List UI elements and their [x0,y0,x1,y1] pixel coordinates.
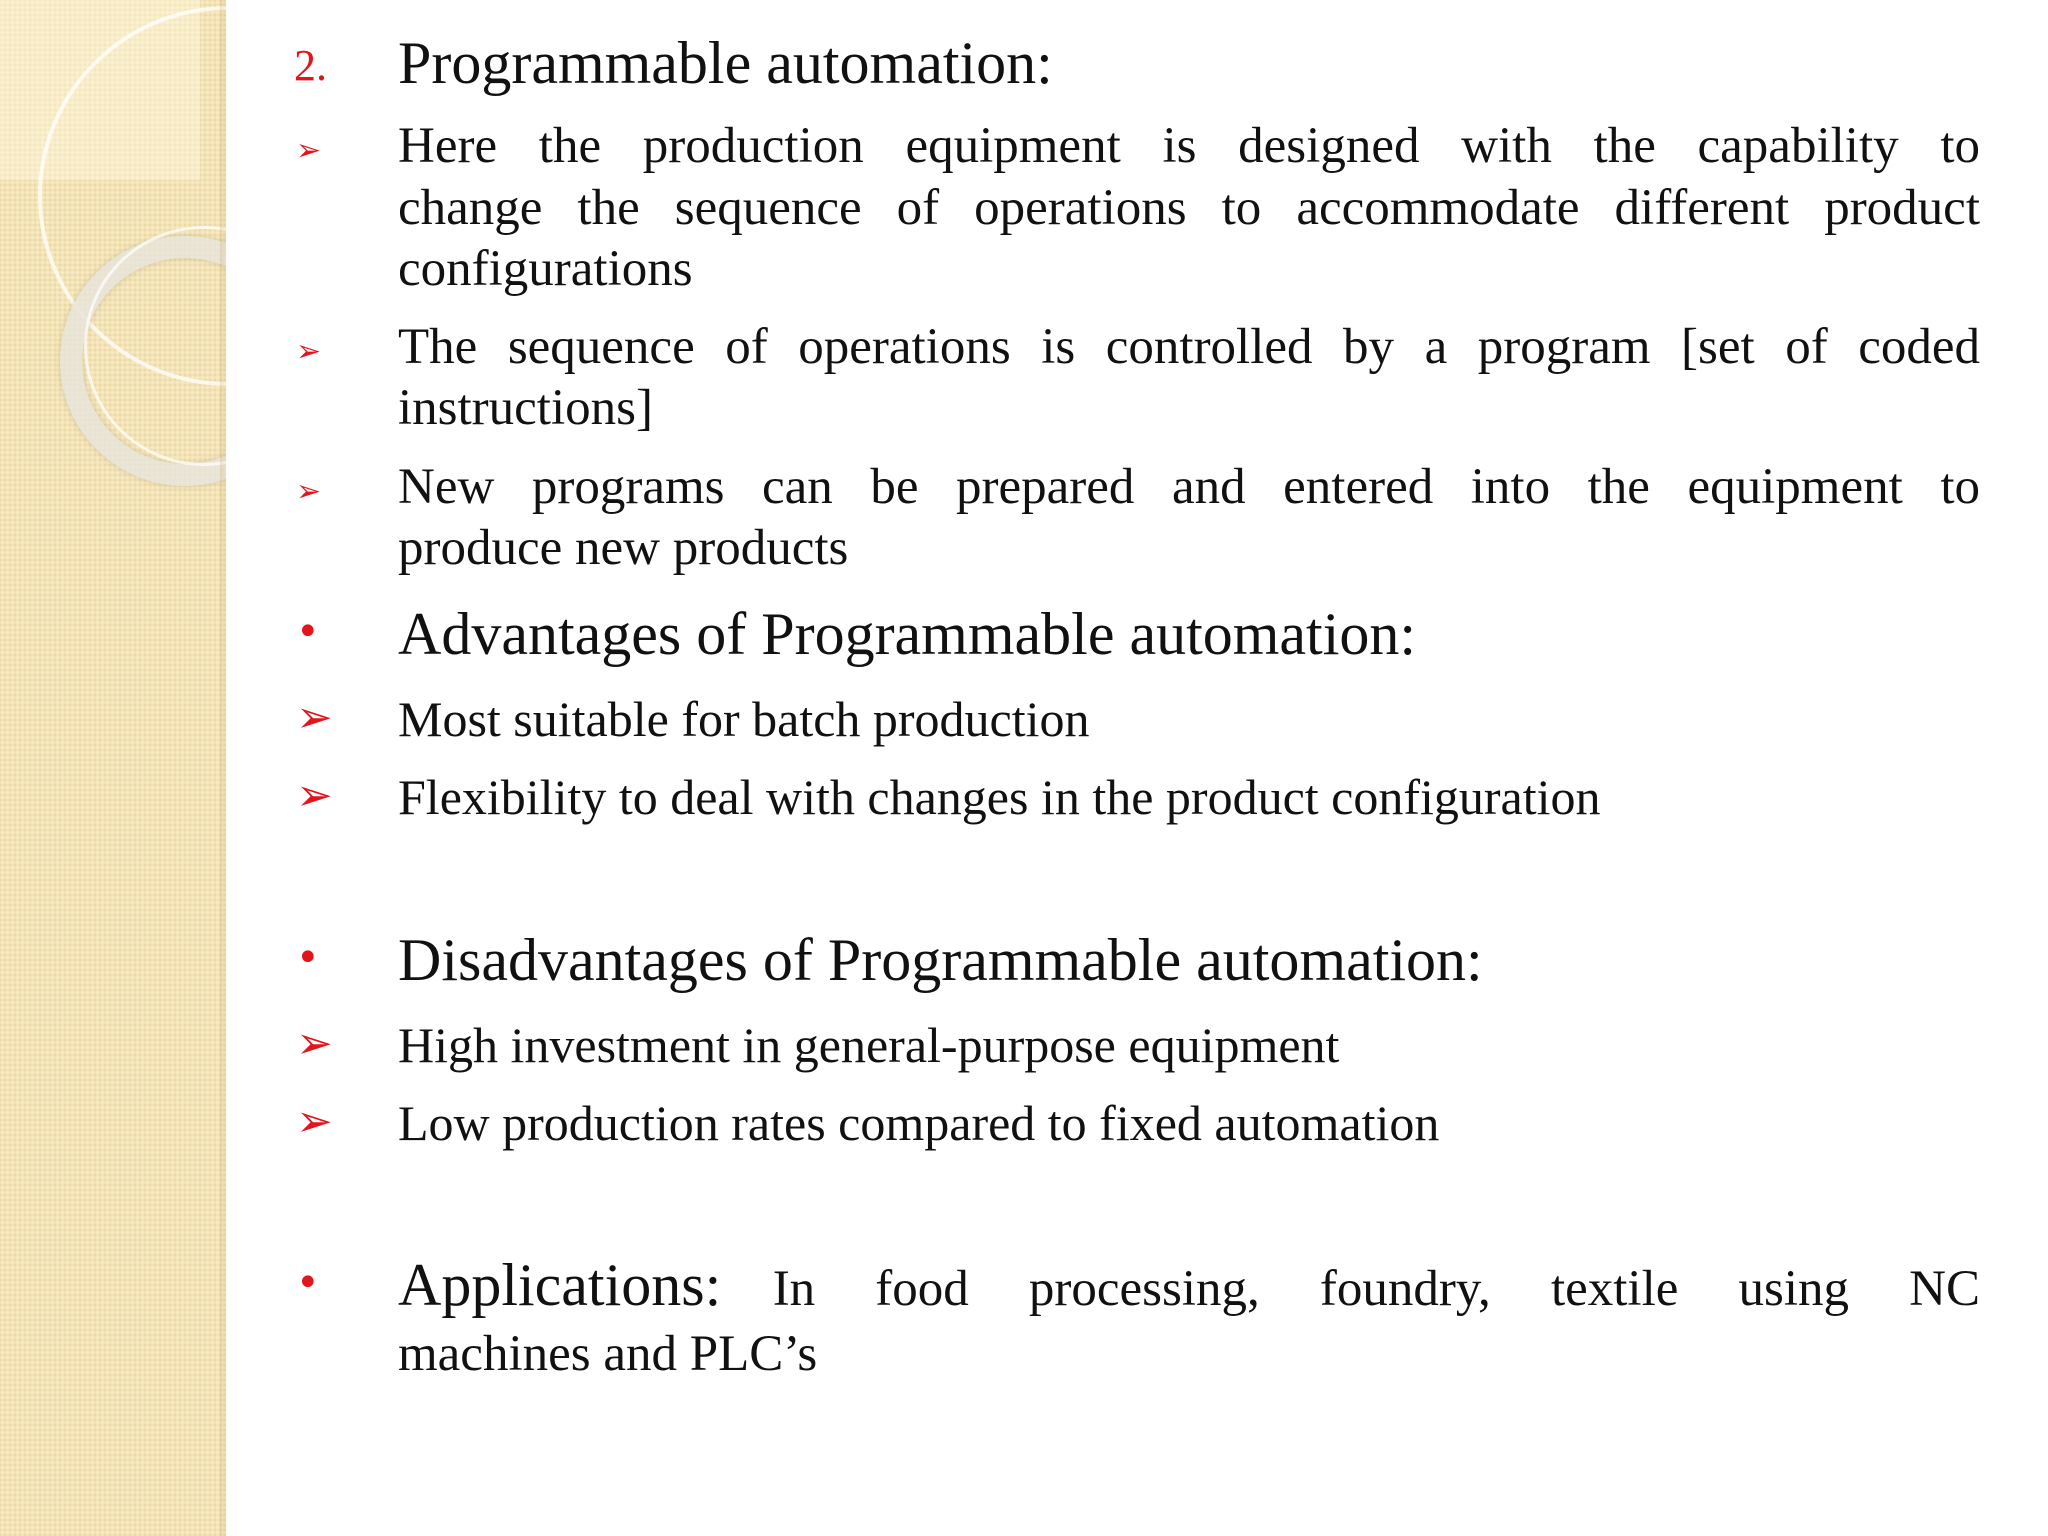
arrowhead-bullet-icon: ➢ [296,770,333,821]
advantages-heading: Advantages of Programmable automation: [398,601,1417,667]
point-1-line-2: change the sequence of operations to accommodate different product [398,180,1980,236]
arrowhead-bullet-icon: ➢ [296,692,333,743]
disadvantage-item: High investment in general-purpose equipment [398,1017,1340,1073]
heading-number: 2. [294,41,327,90]
slide-heading: Programmable automation: [398,30,1053,96]
point-1-line-3: configurations [398,241,693,297]
point-3-line-1: New programs can be prepared and entered into the equipment to [398,459,1980,515]
point-1-line-1: Here the production equipment is designed with the capability to [398,118,1980,174]
advantage-item: Flexibility to deal with changes in the product configuration [398,769,1601,825]
point-2-line-1: The sequence of operations is controlled by a program [set of coded [398,319,1980,375]
applications-line-2: machines and PLC’s [398,1326,818,1382]
applications-label: Applications: [398,1252,722,1318]
arrowhead-bullet-icon: ➢ [296,1096,333,1147]
arrowhead-bullet-icon: ➢ [296,474,322,509]
arrowhead-bullet-icon: ➢ [296,133,322,168]
round-bullet-icon: • [296,935,320,981]
point-2-line-2: instructions] [398,380,653,436]
disadvantage-item: Low production rates compared to fixed automation [398,1095,1440,1151]
disadvantages-heading: Disadvantages of Programmable automation: [398,927,1483,993]
point-3-line-2: produce new products [398,520,849,576]
round-bullet-icon: • [296,609,320,655]
arrowhead-bullet-icon: ➢ [296,334,322,369]
arrowhead-bullet-icon: ➢ [296,1018,333,1069]
advantage-item: Most suitable for batch production [398,691,1090,747]
round-bullet-icon: • [296,1260,320,1306]
applications-text: In food processing, foundry, textile using NC [772,1261,1981,1317]
